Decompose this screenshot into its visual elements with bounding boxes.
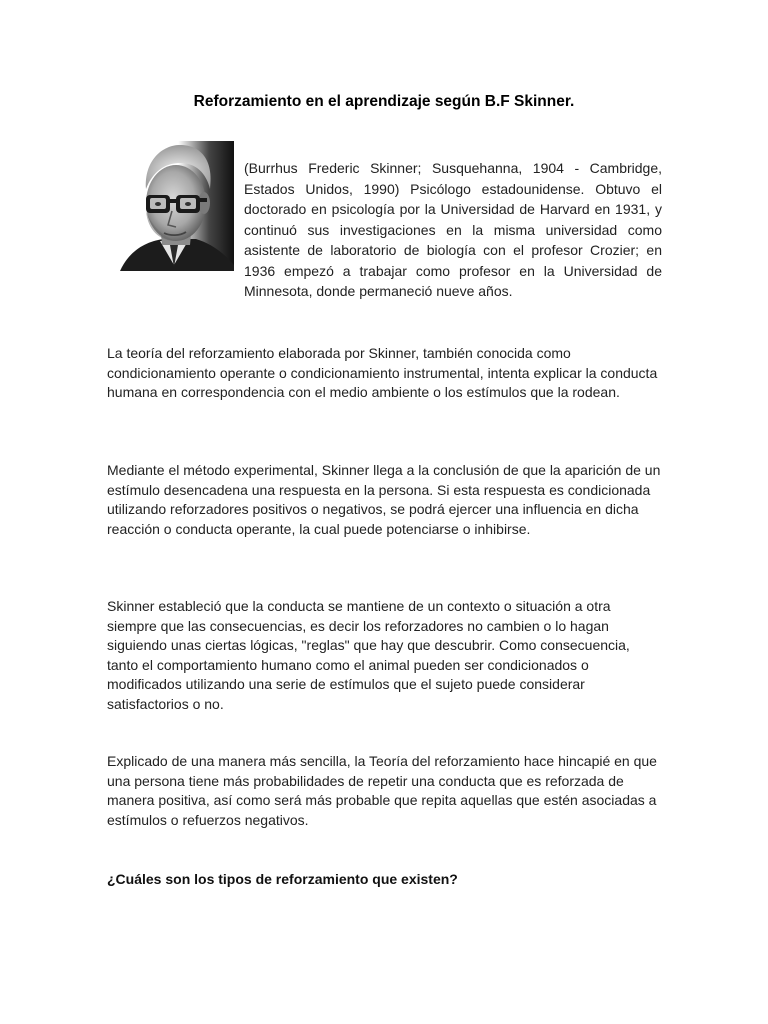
biography-text: (Burrhus Frederic Skinner; Susquehanna, 1904 - Cambridge, Estados Unidos, 1990) Psicólogo estadounidense. Obtuvo el doctorado en psicología por la Universidad de Harvard en 1931, y continuó sus investigaciones en la misma universidad como asistente de laboratorio de biología con el profesor Crozier; en 1936 empezó a trabajar como profesor en la Universidad de Minnesota, donde permaneció nueve años. [244,160,662,299]
paragraph-3: Skinner estableció que la conducta se mantiene de un contexto o situación a otra siempre que las consecuencias, es decir los reforzadores no cambien o lo hagan siguiendo unas ciertas lógicas, "reglas" que hay que descubrir. Como consecuencia, tanto el comportamiento humano como el animal pueden ser condicionados o modificados utilizando una serie de estímulos que el sujeto puede considerar satisfactorios o no. [107,598,630,712]
portrait-photo-icon [110,141,234,271]
section-heading: ¿Cuáles son los tipos de reforzamiento que existen? [107,871,458,887]
page-title: Reforzamiento en el aprendizaje según B.F Skinner. [193,93,575,110]
paragraph-2: Mediante el método experimental, Skinner llega a la conclusión de que la aparición de un estímulo desencadena una respuesta en la persona. Si esta respuesta es condicionada utilizando reforzadores positivos o negativos, se podrá ejercer una influencia en dicha reacción o conducta operante, la cual puede potenciarse o inhibirse. [107,462,661,537]
paragraph-1: La teoría del reforzamiento elaborada por Skinner, también conocida como condicionamiento operante o condicionamiento instrumental, intenta explicar la conducta humana en correspondencia con el medio ambiente o los estímulos que la rodean. [107,345,658,400]
paragraph-4: Explicado de una manera más sencilla, la Teoría del reforzamiento hace hincapié en que una persona tiene más probabilidades de repetir una conducta que es reforzada de manera positiva, así como será más probable que repita aquellas que estén asociadas a estímulos o refuerzos negativos. [107,753,657,828]
